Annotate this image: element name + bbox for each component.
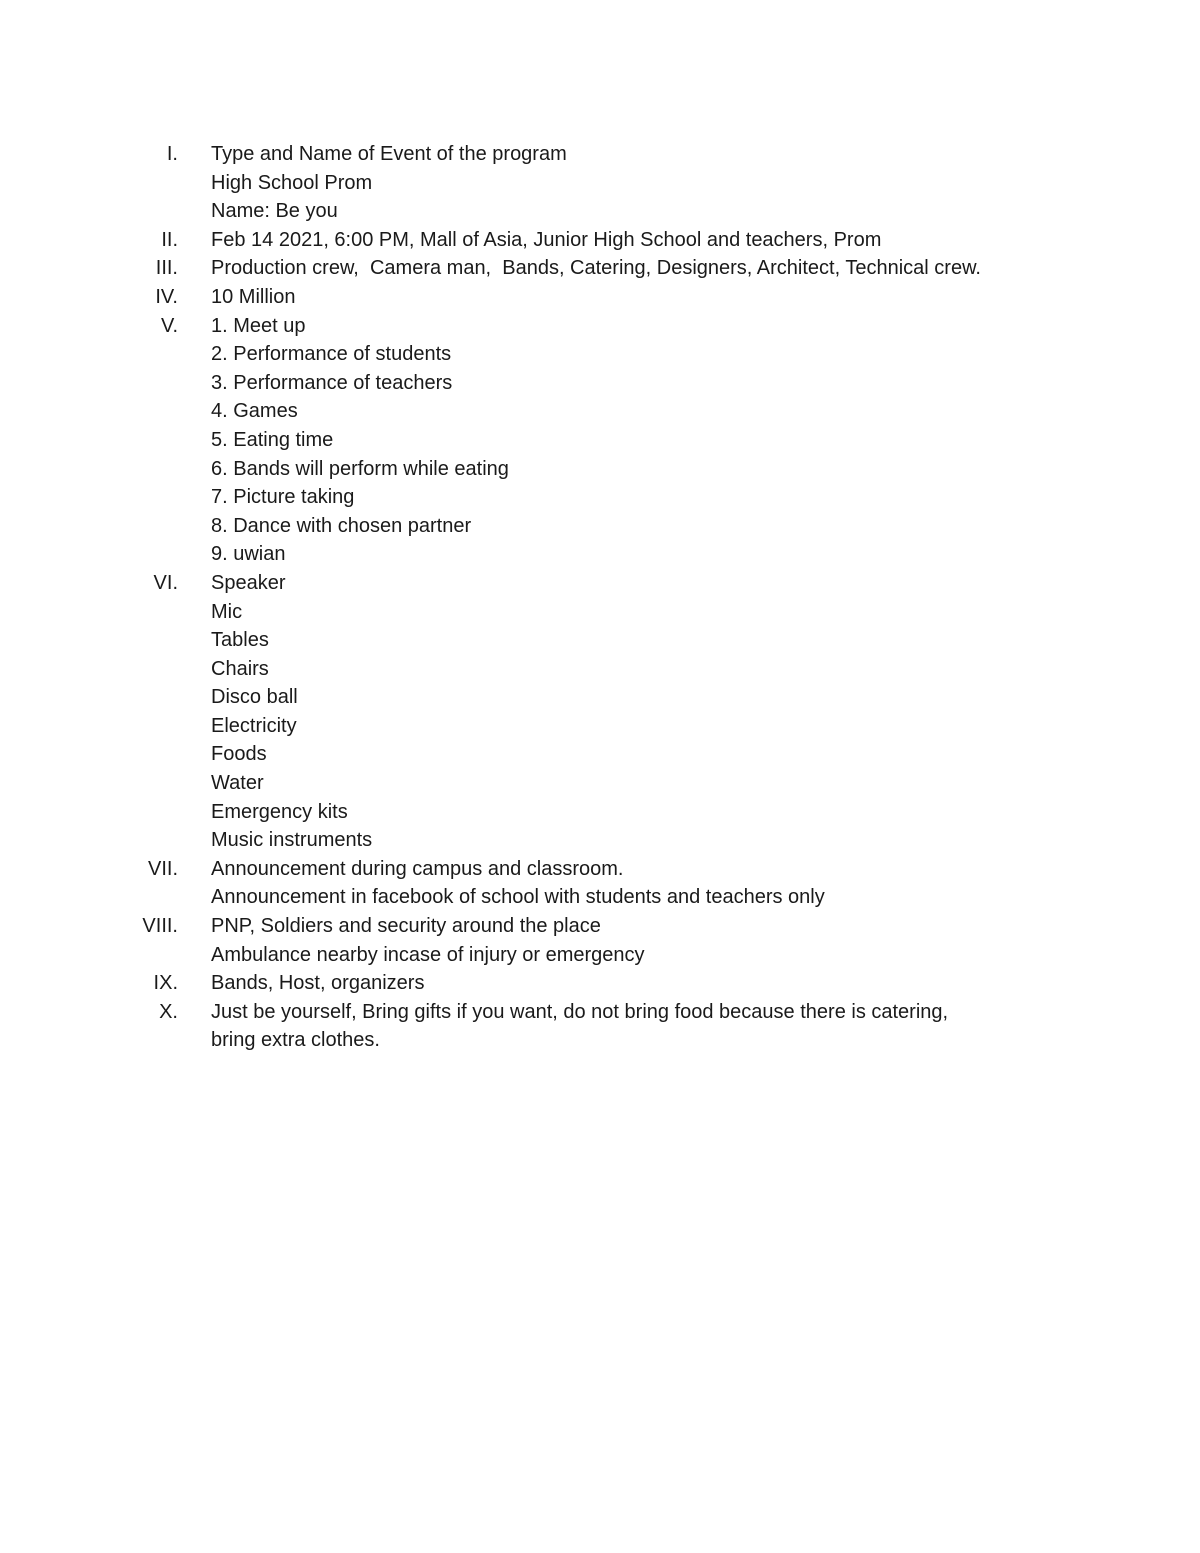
section-line: Announcement during campus and classroom. — [211, 857, 624, 880]
section-7 — [0, 855, 1200, 912]
section-5 — [0, 312, 1200, 569]
section-line: Feb 14 2021, 6:00 PM, Mall of Asia, Junior High School and teachers, Prom — [211, 228, 882, 251]
equipment-item: Chairs — [211, 657, 269, 680]
section-line: bring extra clothes. — [211, 1029, 380, 1052]
section-content — [211, 855, 1031, 912]
program-step: 3. Performance of teachers — [211, 371, 453, 394]
section-3 — [0, 254, 1200, 283]
section-1 — [0, 140, 1200, 226]
section-10 — [0, 998, 1200, 1055]
program-step: 9. uwian — [211, 543, 286, 566]
equipment-item: Emergency kits — [211, 800, 348, 823]
equipment-item: Mic — [211, 600, 243, 623]
section-marker: X. — [159, 1000, 178, 1023]
section-6 — [0, 569, 1200, 855]
section-content — [211, 283, 1031, 312]
program-step: 1. Meet up — [211, 314, 306, 337]
equipment-item: Music instruments — [211, 829, 373, 852]
section-line: High School Prom — [211, 171, 373, 194]
section-marker: II. — [161, 228, 178, 251]
section-line: 10 Million — [211, 285, 296, 308]
section-marker: VII. — [147, 857, 178, 880]
section-marker: V. — [160, 314, 178, 337]
section-marker: IV. — [155, 285, 178, 308]
section-content — [211, 226, 1031, 255]
section-content — [211, 254, 1031, 283]
section-content — [211, 312, 1031, 569]
section-4 — [0, 283, 1200, 312]
section-content — [211, 912, 1031, 969]
equipment-item: Speaker — [211, 571, 286, 594]
section-content — [211, 998, 1031, 1055]
section-content — [211, 569, 1031, 855]
section-line: Type and Name of Event of the program — [211, 143, 567, 165]
section-line: Bands, Host, organizers — [211, 972, 425, 995]
program-step: 7. Picture taking — [211, 486, 355, 509]
program-step: 2. Performance of students — [211, 343, 452, 366]
section-marker: IX. — [153, 972, 178, 995]
section-8 — [0, 912, 1200, 969]
section-line: Production crew, Camera man, Bands, Catering, Designers, Architect, Technical crew. — [211, 257, 981, 280]
section-line: Just be yourself, Bring gifts if you want, do not bring food because there is catering, — [211, 1000, 949, 1023]
section-marker: VIII. — [142, 915, 178, 938]
program-step: 6. Bands will perform while eating — [211, 457, 509, 480]
equipment-item: Electricity — [211, 714, 297, 737]
section-2 — [0, 226, 1200, 255]
equipment-item: Tables — [211, 629, 269, 652]
event-plan-outline — [0, 140, 1200, 1055]
section-content — [211, 140, 1031, 226]
program-step: 4. Games — [211, 400, 298, 423]
equipment-item: Water — [211, 772, 264, 795]
section-line: Ambulance nearby incase of injury or emergency — [211, 943, 645, 966]
equipment-item: Disco ball — [211, 686, 298, 709]
section-line: PNP, Soldiers and security around the place — [211, 915, 601, 938]
section-content — [211, 969, 1031, 998]
equipment-item: Foods — [211, 743, 267, 766]
section-line: Announcement in facebook of school with students and teachers only — [211, 886, 825, 909]
section-marker: III. — [155, 257, 178, 280]
section-marker: I. — [166, 143, 178, 165]
program-step: 5. Eating time — [211, 428, 334, 451]
section-9 — [0, 969, 1200, 998]
section-marker: VI. — [153, 571, 178, 594]
section-line: Name: Be you — [211, 200, 338, 223]
program-step: 8. Dance with chosen partner — [211, 514, 472, 537]
